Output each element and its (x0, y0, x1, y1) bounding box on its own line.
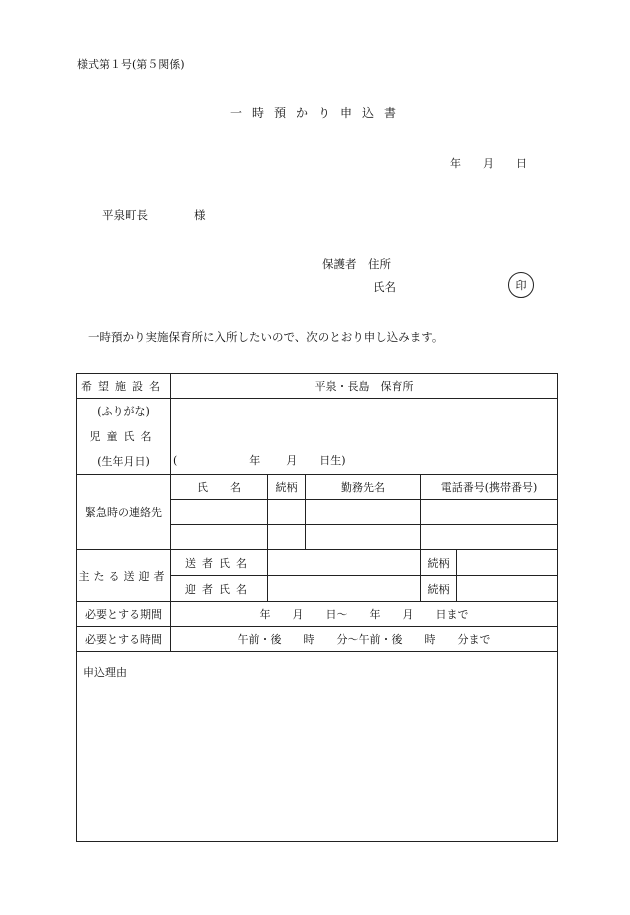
sender-relation-label: 続柄 (421, 550, 457, 576)
addressee-suffix: 様 (194, 208, 206, 222)
guardian-address-label: 保護者 住所 (322, 257, 391, 271)
time-field[interactable]: 午前・後 時 分〜午前・後 時 分まで (171, 627, 558, 652)
dob-open: ( (173, 454, 178, 467)
sender-name-field[interactable] (268, 550, 421, 576)
form-number: 様式第１号(第５関係) (77, 58, 185, 71)
seal-mark: 印 (508, 272, 534, 298)
dob-year: 年 (249, 454, 261, 467)
emergency-workplace-header: 勤務先名 (306, 475, 421, 500)
emergency-phone-field[interactable] (421, 500, 558, 525)
emergency-header-row (77, 475, 558, 500)
sender-label: 送者氏名 (171, 550, 268, 576)
reason-label: 申込理由 (83, 666, 127, 679)
child-dob-label: (生年月日) (97, 455, 150, 468)
receiver-relation-field[interactable] (457, 576, 558, 602)
receiver-name-field[interactable] (268, 576, 421, 602)
receiver-label: 迎者氏名 (171, 576, 268, 602)
period-row (77, 602, 558, 627)
emergency-relation-field[interactable] (268, 500, 306, 525)
furigana-label: (ふりがな) (97, 405, 150, 418)
emergency-name-field[interactable] (171, 525, 268, 550)
emergency-name-header: 氏 名 (171, 475, 268, 500)
sender-relation-field[interactable] (457, 550, 558, 576)
emergency-phone-field[interactable] (421, 525, 558, 550)
child-label-cell (77, 399, 171, 475)
emergency-name-field[interactable] (171, 500, 268, 525)
facility-value[interactable]: 平泉・長島 保育所 (171, 374, 558, 399)
facility-row (77, 374, 558, 399)
receiver-relation-label: 続柄 (421, 576, 457, 602)
reason-field[interactable] (77, 652, 558, 842)
emergency-label: 緊急時の連絡先 (77, 475, 171, 550)
emergency-workplace-field[interactable] (306, 500, 421, 525)
child-info-field[interactable] (171, 399, 558, 475)
addressee (102, 207, 206, 223)
document-title: 一時預かり申込書 (230, 106, 407, 120)
sender-row (77, 550, 558, 576)
date-line: 年 月 日 (450, 157, 527, 170)
child-row (77, 399, 558, 475)
emergency-workplace-field[interactable] (306, 525, 421, 550)
application-table (76, 373, 558, 842)
period-label: 必要とする期間 (77, 602, 171, 627)
facility-label: 希望施設名 (77, 374, 171, 399)
dob-month: 月 (286, 454, 298, 467)
emergency-phone-header: 電話番号(携帯番号) (421, 475, 558, 500)
period-field[interactable]: 年 月 日〜 年 月 日まで (171, 602, 558, 627)
time-row (77, 627, 558, 652)
emergency-relation-field[interactable] (268, 525, 306, 550)
time-label: 必要とする時間 (77, 627, 171, 652)
escort-label: 主たる送迎者 (77, 550, 171, 602)
addressee-name: 平泉町長 (102, 208, 148, 222)
intro-text: 一時預かり実施保育所に入所したいので、次のとおり申し込みます。 (88, 330, 444, 344)
guardian-name-label: 氏名 (373, 280, 396, 294)
child-name-label: 児童氏名 (89, 430, 158, 443)
dob-day: 日生) (319, 454, 346, 467)
emergency-relation-header: 続柄 (268, 475, 306, 500)
reason-row (77, 652, 558, 842)
